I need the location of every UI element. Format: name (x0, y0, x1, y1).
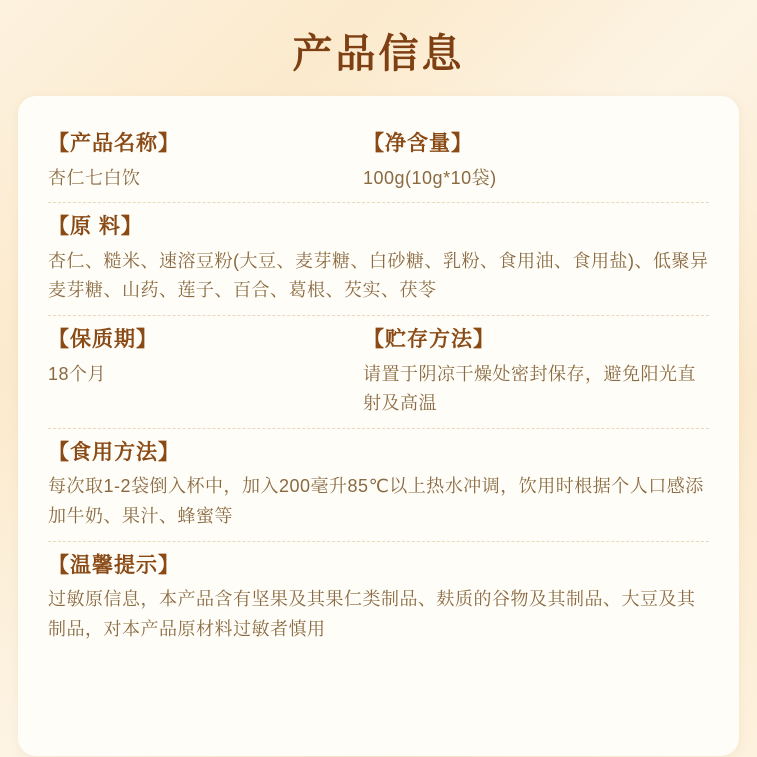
product-name-block (48, 128, 363, 193)
shelf-life-label: 【保质期】 (48, 328, 158, 352)
usage-label: 【食用方法】 (48, 440, 180, 464)
shelf-life-block (48, 324, 363, 389)
net-content-value: 100g(10g*10袋) (363, 167, 497, 188)
product-name-value: 杏仁七白饮 (48, 167, 141, 188)
ingredients-value: 杏仁、糙米、速溶豆粉(大豆、麦芽糖、白砂糖、乳粉、食用油、食用盐)、低聚异麦芽糖、山药、莲子、百合、葛根、芡实、茯苓 (48, 250, 709, 301)
net-content-label: 【净含量】 (363, 132, 473, 155)
section-usage (48, 429, 709, 542)
net-content-block (363, 128, 709, 193)
ingredients-label: 【原 料】 (48, 215, 143, 239)
section-warm-tips (48, 542, 709, 655)
section-shelf-life-storage (48, 316, 709, 429)
product-name-label: 【产品名称】 (48, 132, 180, 155)
warm-tips-value: 过敏原信息，本产品含有坚果及其果仁类制品、麸质的谷物及其制品、大豆及其制品，对本产品原材料过敏者慎用 (48, 589, 696, 639)
section-product-name (48, 120, 709, 203)
shelf-life-value: 18个月 (48, 363, 107, 384)
warm-tips-label: 【温馨提示】 (48, 553, 180, 577)
page-title: 产品信息 (292, 32, 465, 76)
usage-value: 每次取1-2袋倒入杯中，加入200毫升85℃以上热水冲调，饮用时根据个人口感添加牛奶、果汁、蜂蜜等 (48, 476, 704, 527)
info-card (18, 96, 739, 756)
storage-value: 请置于阴凉干燥处密封保存，避免阳光直射及高温 (363, 363, 696, 414)
storage-label: 【贮存方法】 (363, 328, 495, 352)
storage-block (363, 324, 709, 419)
section-ingredients (48, 203, 709, 316)
